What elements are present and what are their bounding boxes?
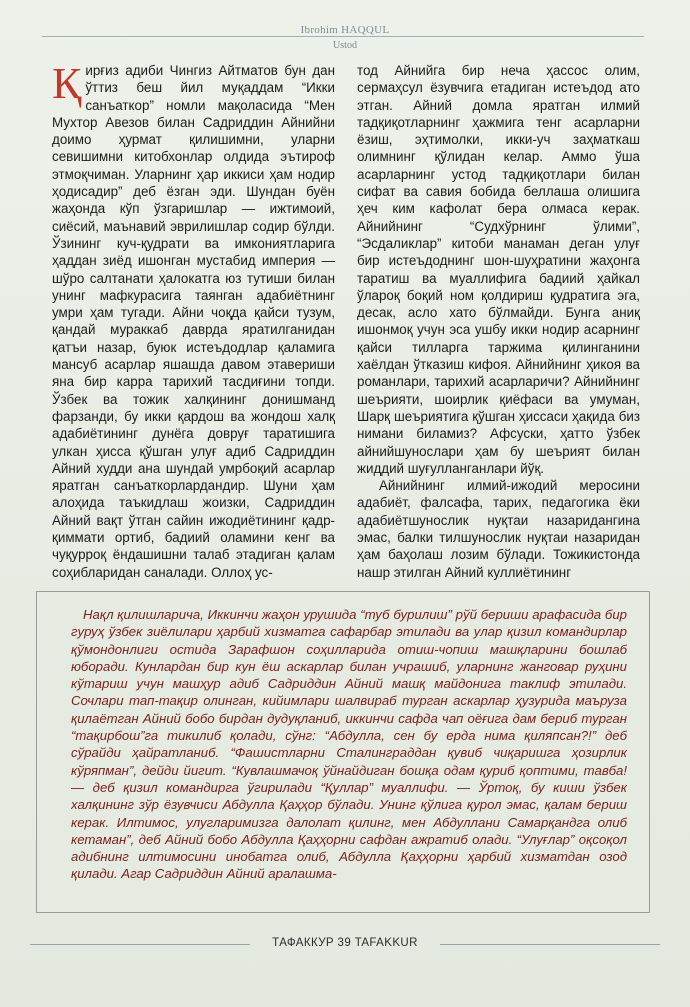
page-footer (0, 935, 690, 955)
article-column-left (52, 62, 335, 582)
anecdote-text-area (71, 606, 627, 906)
running-header-author (0, 24, 690, 36)
article-paragraph (52, 62, 335, 581)
article-paragraph: Айнийнинг илмий-ижодий меросини адабиёт, фалсафа, тарих, педагогика ёки адабиётшунослик нуқтаи назаридангина эмас, балки тилшунослик нуқтаи назаридан ҳам баҳолаш лозим бўлади. Тожикистонда нашр этилган Айний куллиётининг (357, 478, 640, 580)
running-header-section: Ustod (333, 40, 357, 51)
article-body (52, 62, 644, 582)
drop-cap: Қ (52, 62, 82, 108)
anecdote-paragraph: Нақл қилишларича, Иккинчи жаҳон урушида “туб бурилиш” рўй бериши арафасида бир гуруҳ ўзбек зиёлилари ҳарбий хизматга сафарбар этилади ва улар қизил командирлар қўмондонлиги остида Зарафшон соҳилларида отиш-чопиш машқларини бошлаб юборади. Кунлардан бир кун ёш аскарлар билан учрашиб, уларнинг жанговар руҳини кўтариш учун машҳур адиб Садриддин Айний машқ майдонига таклиф этилади. Сочлари тап-тақир олинган, кийимлари шалвираб турган аскарлар ҳузурида маъруза қилаётган Айний бобо бирдан дудуқланиб, иккинчи сафда чап оёғига дам бериб турган “тақирбош”га тикилиб қолади, сўнг: “Абдулла, сен бу ерда нима қиляпсан?!” деб сўрайди ҳайратланиб. “Фашистларни Сталинграддан қувиб чиқаришга ҳозирлик кўряпман”, дейди йигит. “Кувлашмачоқ ўйнайдиган бошқа одам қуриб қоптими, тавба! — деб қизил командирга ўгирилади “Қуллар” муаллифи. — Ўртоқ, бу киши ўзбек халқининг зўр ёзувчиси Абдулла Қаҳҳор бўлади. Унинг қўлига қурол эмас, қалам бериш керак. Илтимос, улугларимизга далолат қилинг, мен Абдуллани Самарқандга олиб кетаман”, деб Айний бобо Абдулла Қаҳҳорни сафдан ажратиб олади. “Улуғлар” оқсоқол адибнинг илтимосини инобатга олиб, Абдулла Қаҳҳорни ҳарбий хизматдан озод қилади. Агар Садриддин Айний аралашма- (71, 607, 627, 882)
article-paragraph: тод Айнийга бир неча ҳассос олим, сермаҳсул ёзувчига етадиган истеъдод ато этган. Айний домла яратган илмий тадқиқотларнинг ҳажмига тенг асарларни ёзиш, эҳтимолки, икки-уч заҳматкаш олимнинг қўлидан келар. Аммо ўша асарларнинг устод тадқиқотлари билан сифат ва савия бобида беллаша олишига ҳеч ким кафолат бера олмаса керак. Айнийнинг “Судхўрнинг ўлими”, “Эсдаликлар” китоби манаман деган улуғ бир истеъдоднинг шон-шуҳратини жаҳонга таратиш ва муаллифига бадиий ҳайкал ўлароқ боқий ном қолдириш қудратига эга, десак, асло хато бўлмайди. Бунга аниқ ишонмоқ учун эса ушбу икки нодир асарнинг қайси тилларга таржима қилинганини хаёлдан ўтказиш кифоя. Айнийнинг ҳикоя ва романлари, тарихий асарларичи? Айнийнинг шеърияти, шоирлик қиёфаси ва умуман, Шарқ шеъриятига қўшган ҳиссаси ҳақида биз нимани биламиз? Афсуски, ҳатто ўзбек айнийшунослари ҳам бу шеърият билан жиддий шуғулланганлари йўқ. (357, 63, 640, 476)
footer-rule-left (30, 944, 250, 945)
footer-rule-right (440, 944, 660, 945)
footer-folio: ТАФАККУР 39 TAFAKKUR (272, 937, 418, 949)
left-column-text: ирғиз адиби Чингиз Айтматов бун дан ўттиз беш йил муқаддам “Икки санъаткор” номли мақоласида “Мен Мухтор Авезов билан Садриддин Айнийни доимо ҳурмат қилишимни, уларни севишимни китобхонлар олдида эътироф этмоқчиман. Уларнинг ҳар иккиси ҳам нодир ҳодисадир” деб ёзган эди. Шундан буён жаҳонда кўп ўзгаришлар — ижтимоий, сиёсий, маънавий эврилишлар содир бўлди. Ўзининг куч-қудрати ва имкониятларига ҳаддан зиёд ишонган мустабид империя — шўро салтанати ҳалокатга юз тутиши билан унинг мафкурасига таянган адабиётнинг умри ҳам тугади. Айни чоқда қайси тузум, қандай мураккаб даврда яратилганидан қатъи назар, буюк истеъдодлар қаламига мансуб асарлар яшашда давом этавериши яна бир карра тарихий тасдиғини топди. Ўзбек ва тожик халқининг донишманд фарзанди, бу икки қардош ва жондош халқ адабиётининг дунёга довруғ таратишига улкан ҳисса қўшган улуғ адиб Садриддин Айний худди ана шундай умрбоқий асарлар яратган санъаткорлардандир. Шуни ҳам алоҳида таъкидлаш жоизки, Садриддин Айний вақт ўтган сайин ижодиётининг қадр-қиммати ортиб, бадиий оламини кенг ва чуқурроқ ёндашишни талаб этадиган қалам соҳибларидан саналади. Оллоҳ ус- (52, 63, 335, 580)
header-rule (42, 36, 644, 37)
anecdote-box (36, 591, 650, 913)
header-author-text: Ibrohim HAQQUL (295, 24, 396, 36)
article-column-right (357, 62, 640, 582)
